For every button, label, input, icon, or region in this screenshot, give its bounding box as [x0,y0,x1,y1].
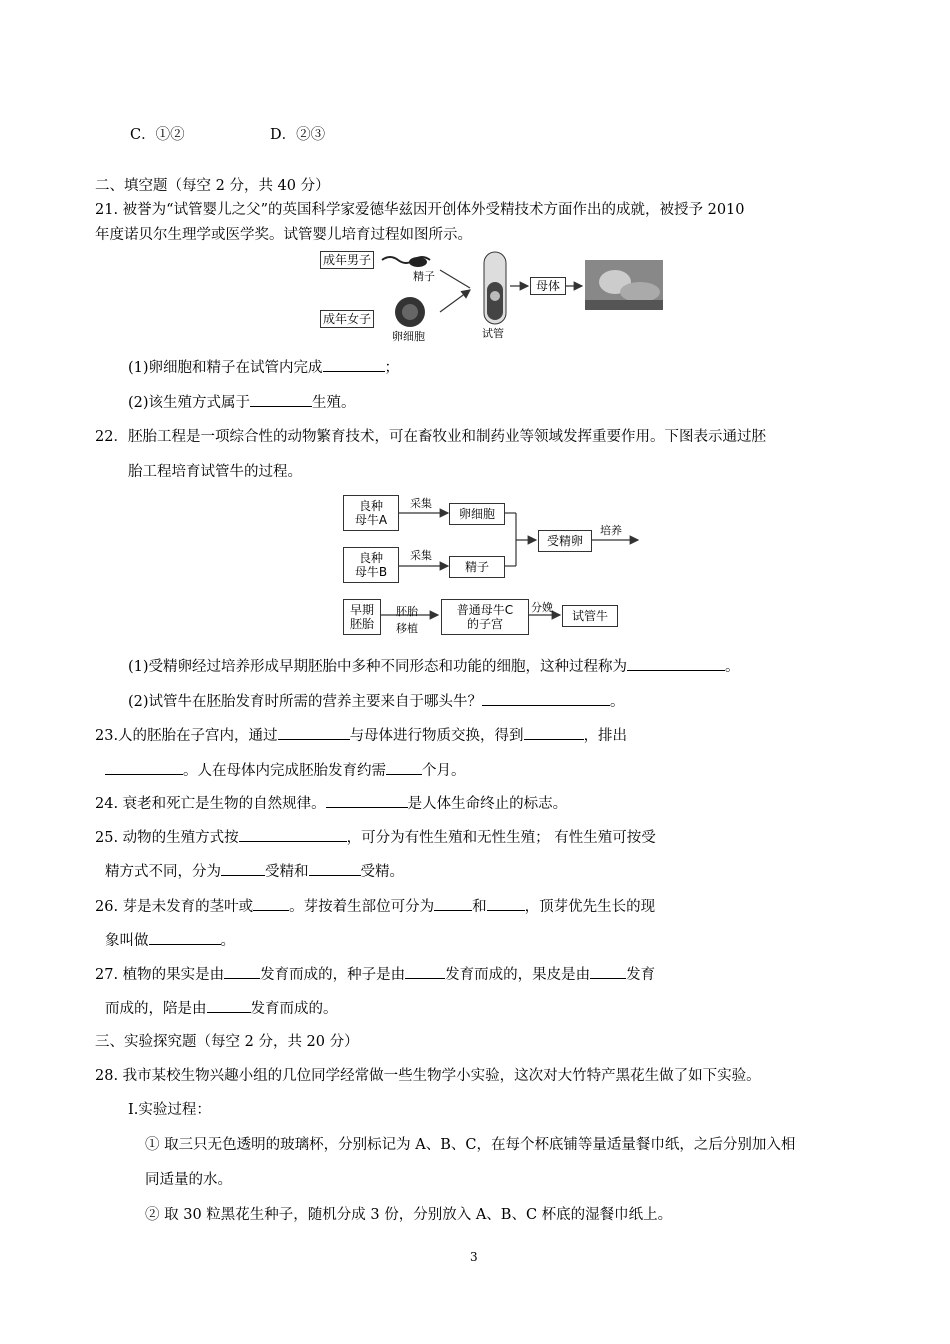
q22-line1: 22．胚胎工程是一项综合性的动物繁育技术，可在畜牧业和制药业等领域发挥重要作用。下图表示通过胚 [95,429,766,445]
q25-line2 [105,861,404,882]
q27-text-b: 发育而成的，种子是由 [260,967,406,983]
q26-blank-4[interactable] [149,930,221,945]
q22-part2-end: 。 [610,694,625,710]
q28-process-title: Ⅰ.实验过程： [128,1102,211,1118]
q23-line2 [105,760,466,781]
q28-step1-line1: ① 取三只无色透明的玻璃杯，分别标记为 A、B、C，在每个杯底铺等量适量餐巾纸，之后分别加入相 [145,1137,796,1153]
zygote-box: 受精卵 [538,530,592,552]
q27-line2 [105,998,338,1019]
q26-text-c: 和 [472,899,487,915]
mother-box: 母体 [530,277,566,295]
test-tube-label: 试管 [482,327,504,340]
q25-text-b: ，可分为有性生殖和无性生殖； 有性生殖可按受 [346,830,656,846]
adult-female-box: 成年女子 [320,310,374,328]
q24-text-a: 24. 衰老和死亡是生物的自然规律。 [95,796,326,812]
q26-text-d: ，顶芽优先生长的现 [524,899,656,915]
q27-text-f: 发育而成的。 [250,1001,338,1017]
q22-part1-text: (1)受精卵经过培养形成早期胚胎中多种不同形态和功能的细胞，这种过程称为 [128,659,628,675]
q21-part2-text: (2)该生殖方式属于 [128,395,251,411]
birth-label: 分娩 [531,601,553,614]
q26-blank-2[interactable] [434,896,472,911]
q26-text-e: 象叫做 [105,933,149,949]
q27-text-a: 27. 植物的果实是由 [95,967,225,983]
q28-step1-line2: 同适量的水。 [145,1172,232,1188]
q25-text-a: 25. 动物的生殖方式按 [95,830,239,846]
cow-a-box: 良种 母牛A [343,495,399,531]
option-c: C．①② [130,127,185,143]
q21-part1-text: (1)卵细胞和精子在试管内完成 [128,360,323,376]
q21-line2: 年度诺贝尔生理学或医学奖。试管婴儿培育过程如图所示。 [95,227,472,243]
q23-blank-3[interactable] [105,760,183,775]
q22-part1-blank[interactable] [627,656,725,671]
q25-blank-2[interactable] [221,861,265,876]
q23-blank-4[interactable] [386,760,422,775]
q23-line1 [95,725,627,746]
q24-blank[interactable] [326,793,408,808]
sperm-label: 精子 [413,270,435,283]
q23-text-b: 与母体进行物质交换，得到 [349,728,524,744]
q22-part1-end: 。 [725,659,740,675]
q27-line1 [95,964,655,985]
q27-blank-4[interactable] [207,998,251,1013]
q21-part2-end: 生殖。 [312,395,356,411]
q21-part1-end: ； [384,360,400,376]
q28-step2: ② 取 30 粒黑花生种子，随机分成 3 份，分别放入 A、B、C 杯底的湿餐巾纸上。 [145,1207,673,1223]
egg-label: 卵细胞 [392,330,425,343]
q27-text-d: 发育 [626,967,656,983]
culture-label: 培养 [600,524,622,537]
q21-line1: 21. 被誉为“试管婴儿之父”的英国科学家爱德华兹因开创体外受精技术方面作出的成就，被授予 2010 [95,202,745,218]
q26-text-b: 。芽按着生部位可分为 [289,899,435,915]
q23-text-c: ，排出 [583,728,628,744]
q26-line1 [95,896,655,917]
q23-text-a: 23.人的胚胎在子宫内，通过 [95,728,278,744]
q25-text-c: 精方式不同，分为 [105,864,221,880]
q22-part2 [128,691,625,712]
q23-text-d: 。人在母体内完成胚胎发育约需 [183,763,386,779]
q24-text-b: 是人体生命终止的标志。 [407,796,568,812]
q25-blank-3[interactable] [309,861,361,876]
sperm-box: 精子 [449,556,505,578]
q25-blank-1[interactable] [239,827,347,842]
q27-text-c: 发育而成的，果皮是由 [445,967,591,983]
q26-line2 [105,930,235,951]
early-embryo-box: 早期 胚胎 [343,599,381,635]
embryo-transfer-label: 胚胎 移植 [396,605,418,635]
q23-text-e: 个月。 [422,763,466,779]
q28-line1: 28. 我市某校生物兴趣小组的几位同学经常做一些生物学小实验，这次对大竹特产黑花生做了如下实验。 [95,1068,761,1084]
q26-text-f: 。 [220,933,235,949]
q25-text-d: 受精和 [265,864,309,880]
q22-part2-blank[interactable] [482,691,610,706]
egg-box: 卵细胞 [449,503,505,525]
section-2-title: 二、填空题（每空 2 分，共 40 分） [95,178,330,194]
page-number: 3 [470,1250,478,1264]
q23-blank-1[interactable] [278,725,350,740]
q27-blank-1[interactable] [224,964,260,979]
collect-b-label: 采集 [410,549,432,562]
test-tube-cow-box: 试管牛 [562,605,618,627]
q27-blank-3[interactable] [590,964,626,979]
q27-blank-2[interactable] [405,964,445,979]
q24-line [95,793,567,814]
q22-part1 [128,656,740,677]
q23-blank-2[interactable] [524,725,584,740]
uterus-box: 普通母牛C 的子宫 [441,599,529,635]
q26-blank-3[interactable] [487,896,525,911]
q25-text-e: 受精。 [360,864,404,880]
cow-b-box: 良种 母牛B [343,547,399,583]
q22-line2: 胎工程培育试管牛的过程。 [128,464,302,480]
adult-male-box: 成年男子 [320,251,374,269]
q22-part2-text: (2)试管牛在胚胎发育时所需的营养主要来自于哪头牛？ [128,694,483,710]
collect-a-label: 采集 [410,497,432,510]
q26-text-a: 26. 芽是未发育的茎叶或 [95,899,254,915]
option-d: D．②③ [270,127,326,143]
section-3-title: 三、实验探究题（每空 2 分，共 20 分） [95,1034,359,1050]
q25-line1 [95,827,656,848]
q27-text-e: 而成的，陪是由 [105,1001,207,1017]
q26-blank-1[interactable] [253,896,289,911]
